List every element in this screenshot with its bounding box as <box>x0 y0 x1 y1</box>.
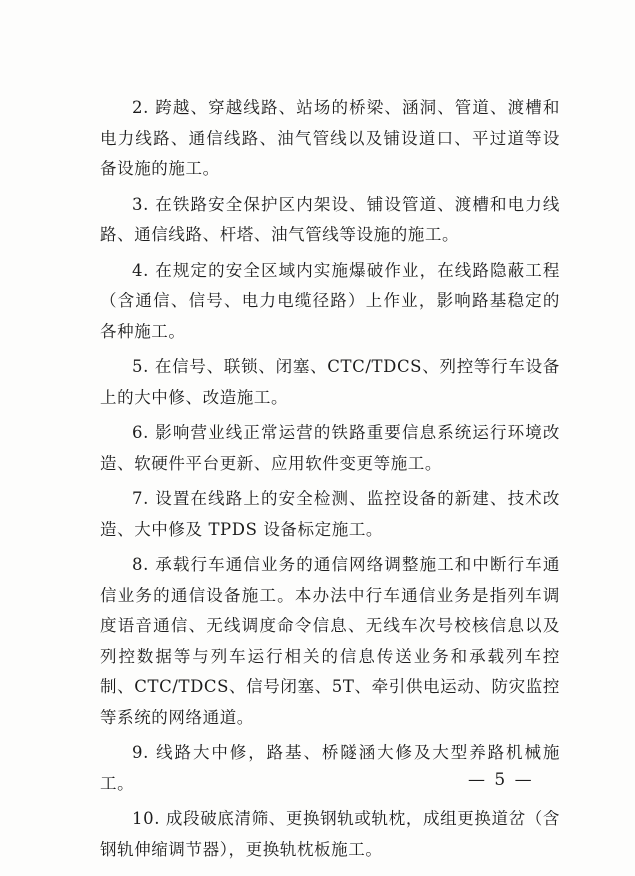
page-number: — 5 — <box>468 770 534 790</box>
paragraph-item-2: 2. 跨越、穿越线路、站场的桥梁、涵洞、管道、渡槽和电力线路、通信线路、油气管线以及铺设道口、平过道等设备设施的施工。 <box>100 98 560 178</box>
paragraph-item-6: 6. 影响营业线正常运营的铁路重要信息系统运行环境改造、软硬件平台更新、应用软件变更等施工。 <box>100 423 560 473</box>
paragraph-item-4: 4. 在规定的安全区域内实施爆破作业，在线路隐蔽工程（含通信、信号、电力电缆径路）上作业，影响路基稳定的各种施工。 <box>100 260 560 341</box>
paragraph-item-5: 5. 在信号、联锁、闭塞、CTC/TDCS、列控等行车设备上的大中修、改造施工。 <box>100 357 560 407</box>
paragraph-item-7: 7. 设置在线路上的安全检测、监控设备的新建、技术改造、大中修及 TPDS 设备标定施工。 <box>100 489 560 539</box>
paragraph-item-10: 10. 成段破底清筛、更换钢轨或轨枕，成组更换道岔（含钢轨伸缩调节器），更换轨枕板施工。 <box>100 809 560 859</box>
document-body <box>100 93 560 870</box>
paragraph-item-3: 3. 在铁路安全保护区内架设、铺设管道、渡槽和电力线路、通信线路、杆塔、油气管线等设施的施工。 <box>100 194 560 244</box>
paragraph-item-9: 9. 线路大中修，路基、桥隧涵大修及大型养路机械施工。 <box>100 743 560 793</box>
paragraph-item-8: 8. 承载行车通信业务的通信网络调整施工和中断行车通信业务的通信设备施工。本办法中行车通信业务是指列车调度语音通信、无线调度命令信息、无线车次号校核信息以及列控数据等与列车运行相关的信息传送业务和承载列车控制、CTC/TDCS、信号闭塞、5T、牵引供电运动、防灾监控等系统的网络通道。 <box>100 555 560 727</box>
